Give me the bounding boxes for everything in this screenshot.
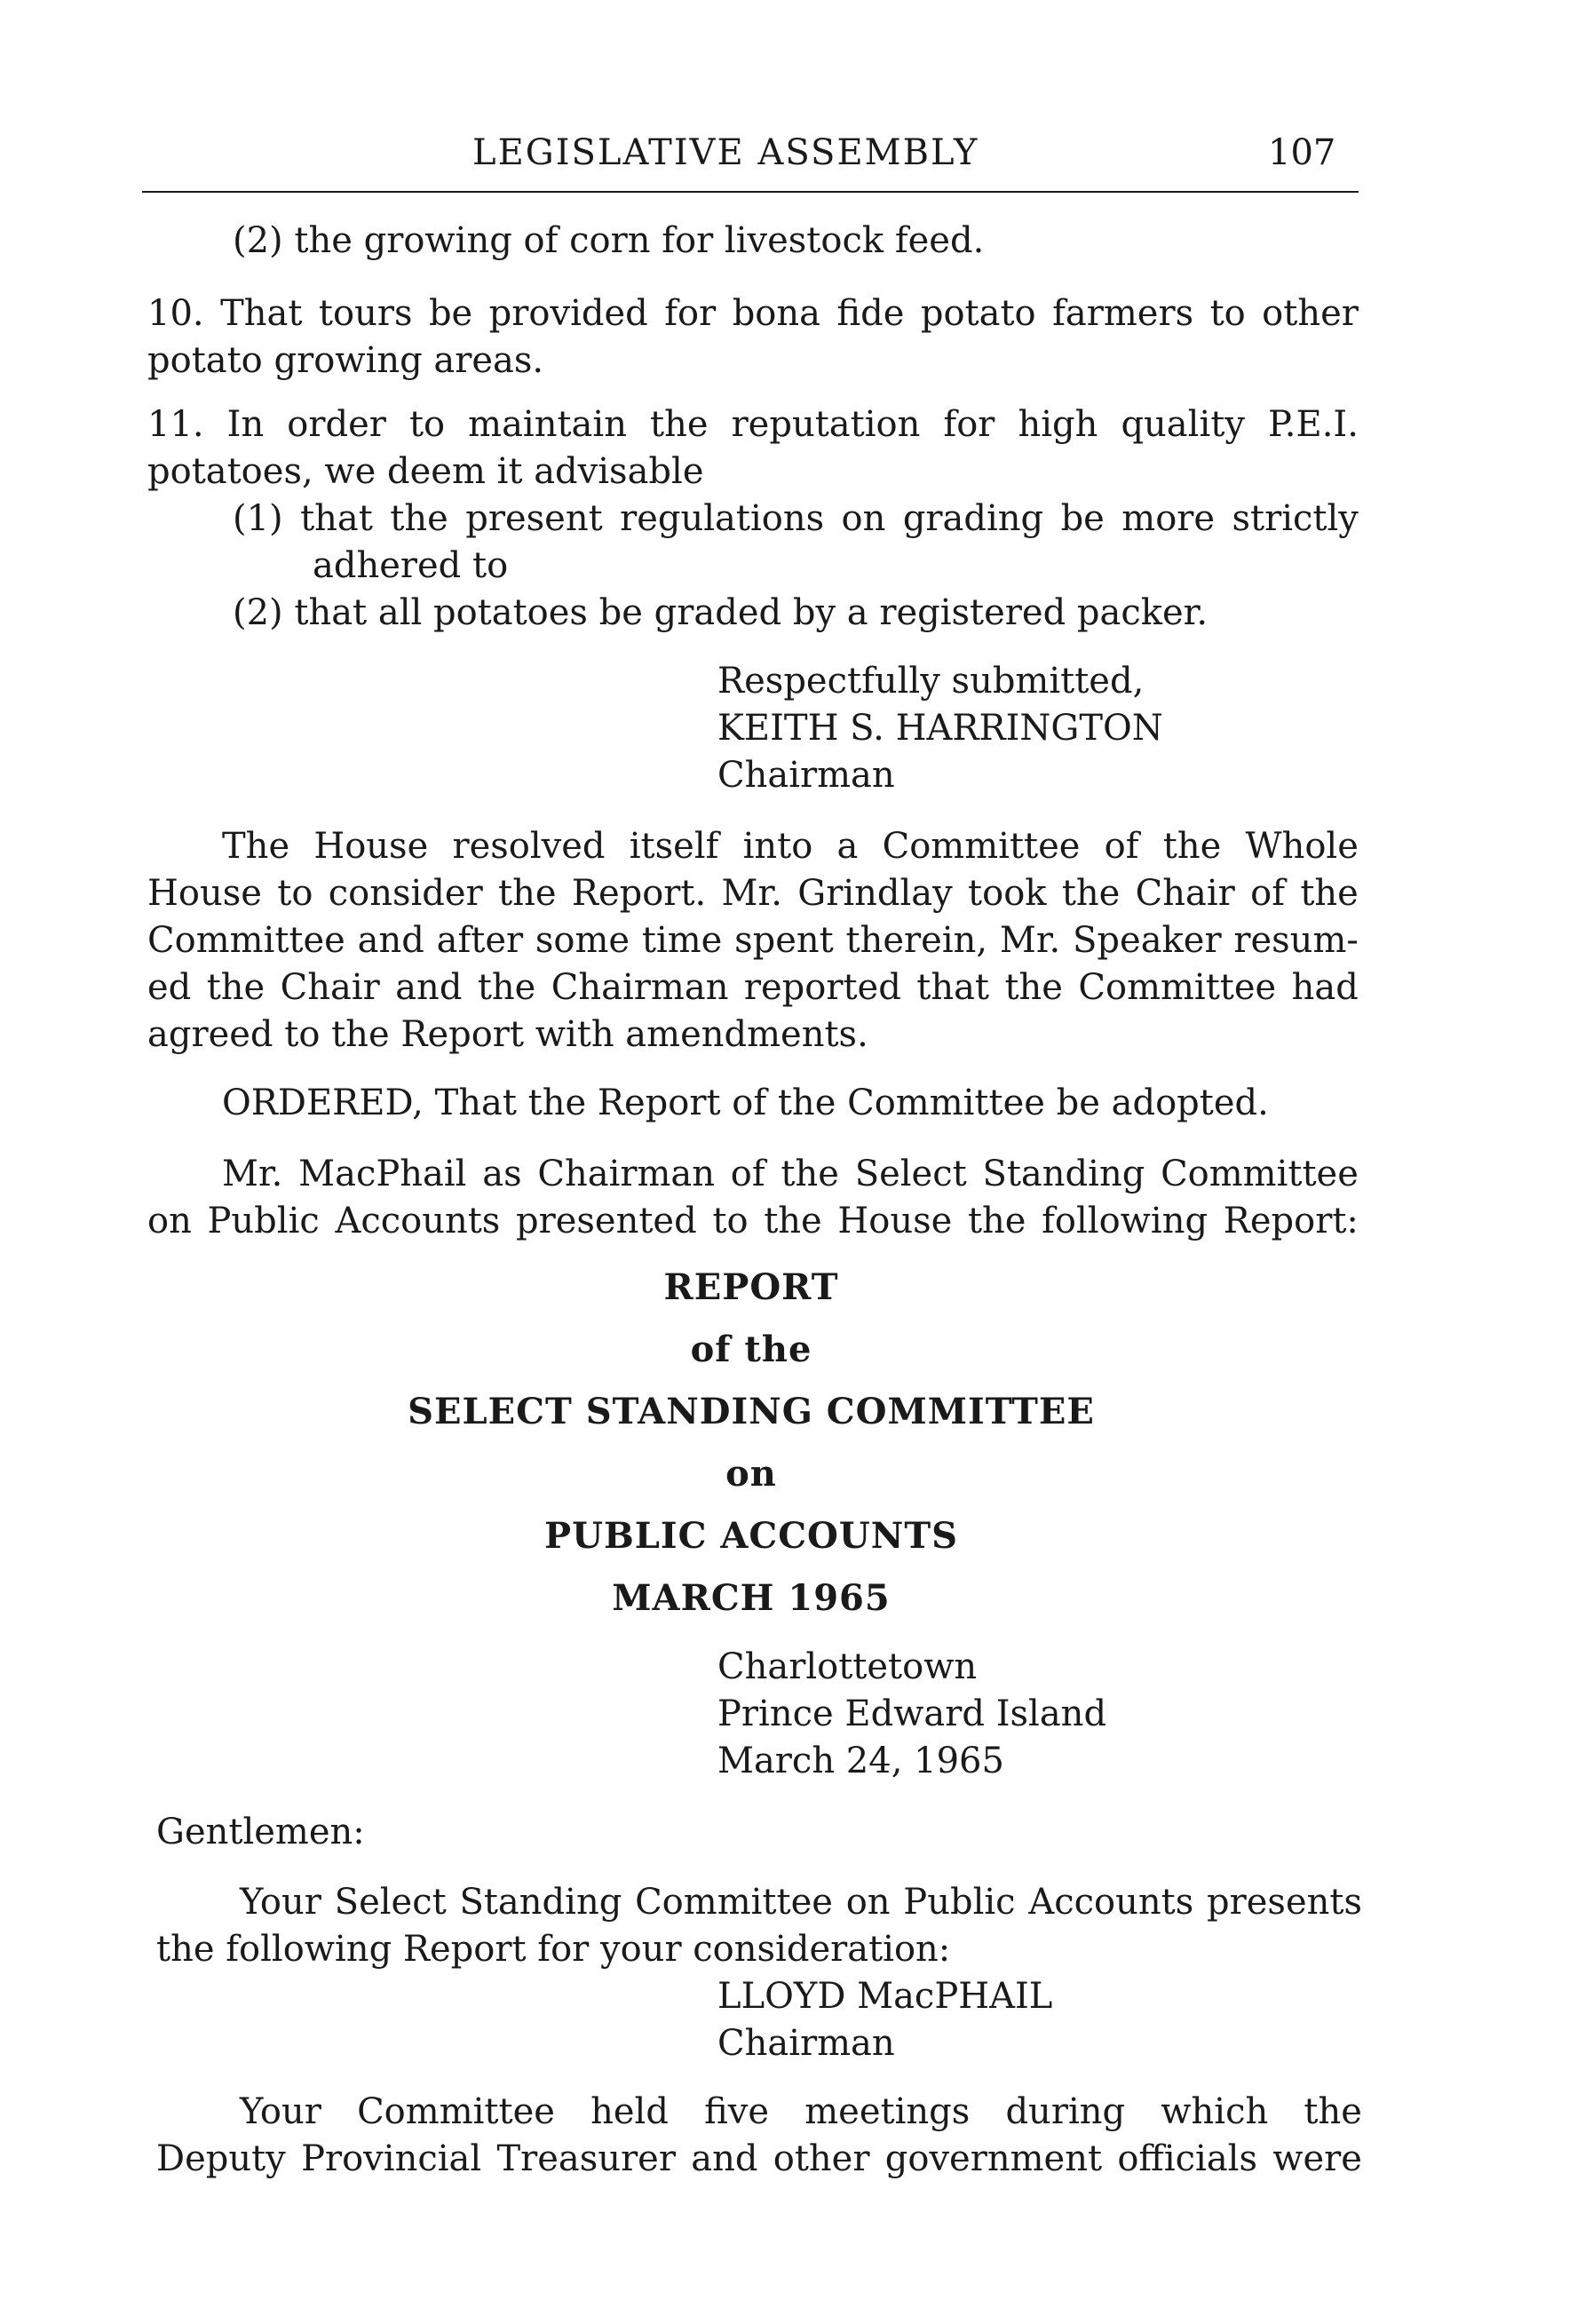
proceedings-line-5: agreed to the Report with amendments.: [147, 1014, 868, 1055]
item-11-1-line-2: adhered to: [313, 545, 509, 586]
proceedings-line-2: [147, 870, 1359, 916]
word: Your: [240, 1882, 321, 1923]
word: and: [691, 2138, 758, 2179]
word: fide: [836, 293, 905, 334]
word: on: [147, 1201, 192, 1241]
word: for: [664, 293, 717, 334]
proceedings-line-3: [147, 917, 1359, 964]
word: the: [1061, 873, 1121, 914]
word: Mr.: [222, 1154, 283, 1194]
word: which: [1161, 2091, 1269, 2132]
word: Mr.: [721, 873, 782, 914]
word: strictly: [1232, 498, 1359, 539]
word: held: [590, 2091, 669, 2132]
word: therein,: [845, 920, 988, 961]
word: the: [1300, 873, 1359, 914]
word: tours: [318, 293, 413, 334]
word: reputation: [731, 404, 921, 445]
word: P.E.I.: [1267, 404, 1359, 445]
letter-signature-title: Chairman: [717, 2023, 895, 2064]
word: of: [730, 1154, 765, 1194]
word: presented: [516, 1201, 697, 1241]
word: the: [650, 404, 709, 445]
word: Grindlay: [797, 873, 953, 914]
word: the: [781, 1154, 839, 1194]
dateline-province: Prince Edward Island: [717, 1693, 1107, 1734]
word: Deputy: [156, 2138, 286, 2179]
word: the: [1162, 826, 1222, 867]
word: Public: [903, 1882, 1016, 1923]
word: House: [147, 873, 262, 914]
word: to: [408, 404, 446, 445]
word: itself: [629, 826, 719, 867]
word: and: [395, 967, 463, 1008]
word: Public: [207, 1201, 320, 1241]
word: other: [1262, 293, 1359, 334]
word: Provincial: [301, 2138, 482, 2179]
word: the: [1004, 967, 1063, 1008]
item-11-2: (2) that all potatoes be graded by a registered packer.: [233, 592, 1209, 633]
word: Mr.: [999, 920, 1061, 961]
word: (1): [233, 498, 283, 539]
item-10-line-1: [147, 290, 1359, 337]
word: MacPhail: [298, 1154, 467, 1194]
word: Committee: [147, 920, 345, 961]
word: that: [916, 967, 990, 1008]
word: be: [428, 293, 473, 334]
word: the: [206, 967, 265, 1008]
word: Your: [240, 2091, 321, 2132]
word: maintain: [468, 404, 627, 445]
word: Standing: [459, 1882, 622, 1923]
running-header: LEGISLATIVE ASSEMBLY: [472, 132, 979, 173]
word: bona: [732, 293, 820, 334]
word: of: [1250, 873, 1286, 914]
word: the: [477, 967, 536, 1008]
letter-body-line-1: [240, 2089, 1362, 2135]
word: other: [773, 2138, 870, 2179]
word: House: [313, 826, 429, 867]
dateline-date: March 24, 1965: [717, 1741, 1004, 1781]
word: be: [1060, 498, 1105, 539]
word: Committee: [1161, 1154, 1359, 1194]
word: Chairman: [551, 967, 729, 1008]
word: of: [1104, 826, 1139, 867]
item-11-line-2: potatoes, we deem it advisable: [147, 451, 704, 492]
word: Whole: [1245, 826, 1359, 867]
signature-title: Chairman: [717, 755, 895, 796]
word: following: [1042, 1201, 1209, 1241]
signature-name: KEITH S. HARRINGTON: [717, 708, 1163, 749]
word: more: [1121, 498, 1216, 539]
word: on: [845, 1882, 891, 1923]
word: present: [465, 498, 603, 539]
word: Standing: [982, 1154, 1145, 1194]
item-11-line-1: [147, 401, 1359, 448]
word: into: [742, 826, 813, 867]
word: resolved: [452, 826, 606, 867]
word: took: [968, 873, 1047, 914]
word: that: [300, 498, 373, 539]
word: provided: [488, 293, 648, 334]
word: the: [764, 1201, 822, 1241]
word: the: [390, 498, 448, 539]
word: a: [836, 826, 859, 867]
word: Committee: [635, 1882, 833, 1923]
report-heading-1: REPORT: [663, 1266, 839, 1308]
report-heading-4: on: [725, 1453, 777, 1495]
word: for: [943, 404, 995, 445]
word: resum-: [1233, 920, 1359, 961]
word: presents: [1207, 1882, 1362, 1923]
word: quality: [1121, 404, 1245, 445]
word: on: [841, 498, 886, 539]
letter-intro-line-2: the following Report for your consideration:: [156, 1929, 951, 1970]
item-10-line-2: potato growing areas.: [147, 340, 544, 381]
word: Chair: [1135, 873, 1235, 914]
salutation: Gentlemen:: [156, 1812, 365, 1852]
word: Chair: [280, 967, 380, 1008]
letter-intro-line-1: [240, 1879, 1362, 1925]
word: during: [1005, 2091, 1126, 2132]
word: 10.: [147, 293, 204, 334]
word: had: [1291, 967, 1359, 1008]
word: Accounts: [1028, 1882, 1194, 1923]
word: the: [1304, 2091, 1362, 2132]
word: farmers: [1052, 293, 1194, 334]
word: Committee: [357, 2091, 555, 2132]
page-number: 107: [1268, 132, 1336, 173]
letter-signature-name: LLOYD MacPHAIL: [717, 1976, 1053, 2017]
letter-body-line-2: [156, 2136, 1362, 2182]
word: Accounts: [335, 1201, 501, 1241]
word: meetings: [804, 2091, 971, 2132]
word: potato: [920, 293, 1036, 334]
word: 11.: [147, 404, 204, 445]
signature-closing: Respectfully submitted,: [717, 661, 1145, 702]
word: consider: [328, 873, 483, 914]
report-heading-2: of the: [690, 1329, 812, 1370]
word: the: [967, 1201, 1026, 1241]
word: House: [837, 1201, 953, 1241]
word: spent: [734, 920, 834, 961]
word: Select: [854, 1154, 967, 1194]
word: to: [712, 1201, 749, 1241]
word: Chairman: [537, 1154, 716, 1194]
word: Report.: [571, 873, 707, 914]
word: after: [436, 920, 524, 961]
word: In: [226, 404, 265, 445]
proceedings-2-line-1: [222, 1151, 1359, 1197]
word: some: [535, 920, 630, 961]
proceedings-line-1: [222, 823, 1359, 869]
word: government: [884, 2138, 1103, 2179]
word: Committee: [882, 826, 1081, 867]
report-heading-3: SELECT STANDING COMMITTEE: [408, 1391, 1095, 1432]
word: regulations: [620, 498, 825, 539]
word: Select: [334, 1882, 447, 1923]
word: That: [220, 293, 303, 334]
report-heading-6: MARCH 1965: [612, 1577, 891, 1619]
word: five: [704, 2091, 770, 2132]
word: Treasurer: [496, 2138, 676, 2179]
word: Committee: [1078, 967, 1277, 1008]
word: high: [1018, 404, 1098, 445]
ordered-line: ORDERED, That the Report of the Committee be adopted.: [222, 1083, 1269, 1123]
header-rule: [142, 191, 1359, 193]
word: as: [482, 1154, 522, 1194]
word: the: [498, 873, 557, 914]
word: and: [357, 920, 424, 961]
proceedings-2-line-2: [147, 1198, 1359, 1244]
dateline-city: Charlottetown: [717, 1646, 978, 1687]
word: Report:: [1223, 1201, 1359, 1241]
proceedings-line-4: [147, 964, 1359, 1011]
item-9-2: (2) the growing of corn for livestock feed.: [233, 220, 985, 261]
word: Speaker: [1073, 920, 1222, 961]
word: ed: [147, 967, 192, 1008]
word: time: [641, 920, 723, 961]
report-heading-5: PUBLIC ACCOUNTS: [543, 1515, 958, 1557]
word: were: [1272, 2138, 1362, 2179]
word: The: [222, 826, 290, 867]
word: to: [1209, 293, 1246, 334]
word: officials: [1117, 2138, 1257, 2179]
word: grading: [902, 498, 1044, 539]
word: reported: [743, 967, 901, 1008]
item-11-1-line-1: [233, 496, 1359, 542]
word: order: [287, 404, 386, 445]
word: to: [277, 873, 313, 914]
